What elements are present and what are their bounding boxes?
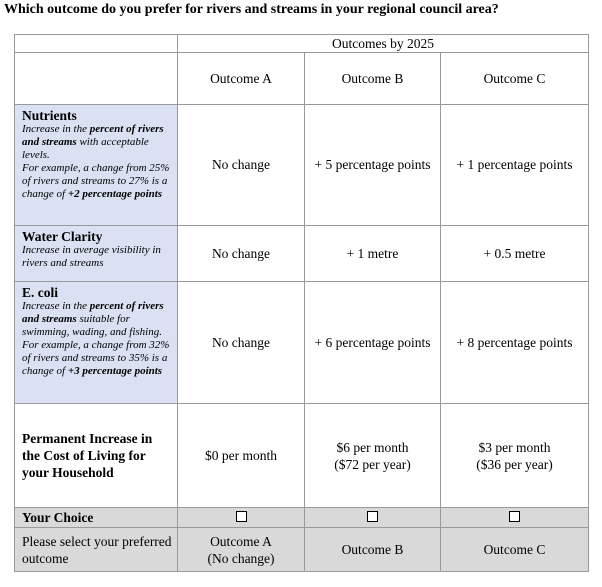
column-header-c: Outcome C	[441, 53, 589, 105]
value-cell: + 6 percentage points	[305, 282, 441, 404]
corner-cell-lower	[15, 53, 178, 105]
attribute-example: For example, a change from 25% of rivers and streams to 27% is a change of +2 percentage points	[22, 162, 170, 200]
your-choice-label: Your Choice	[15, 508, 178, 528]
checkbox-icon[interactable]	[509, 511, 520, 522]
cost-cell: $0 per month	[178, 404, 305, 508]
choice-table	[14, 34, 589, 572]
attribute-example: For example, a change from 32% of rivers and streams to 35% is a change of +3 percentage points	[22, 339, 170, 377]
checkbox-icon[interactable]	[236, 511, 247, 522]
attribute-description: Increase in average visibility in rivers and streams	[22, 244, 161, 269]
attribute-description: Increase in the percent of rivers and streams with acceptable levels.	[22, 123, 164, 161]
attribute-description: Increase in the percent of rivers and streams suitable for swimming, wading, and fishing.	[22, 300, 164, 338]
checkbox-icon[interactable]	[367, 511, 378, 522]
choice-option-a[interactable]: Outcome A (No change)	[178, 528, 305, 572]
value-cell: + 8 percentage points	[441, 282, 589, 404]
cost-label: Permanent Increase in the Cost of Living for your Household	[15, 404, 178, 508]
choice-checkbox-c[interactable]	[441, 508, 589, 528]
cost-cell: $6 per month ($72 per year)	[305, 404, 441, 508]
value-cell: + 5 percentage points	[305, 105, 441, 226]
attribute-label-water-clarity	[15, 226, 178, 282]
attribute-title: Nutrients	[22, 108, 77, 123]
column-header-b: Outcome B	[305, 53, 441, 105]
value-cell: No change	[178, 226, 305, 282]
attribute-label-e-coli	[15, 282, 178, 404]
choice-checkbox-a[interactable]	[178, 508, 305, 528]
choice-option-c[interactable]: Outcome C	[441, 528, 589, 572]
choice-option-b[interactable]: Outcome B	[305, 528, 441, 572]
value-cell: + 0.5 metre	[441, 226, 589, 282]
value-cell: No change	[178, 105, 305, 226]
cost-cell: $3 per month ($36 per year)	[441, 404, 589, 508]
question-title: Which outcome do you prefer for rivers and streams in your regional council area?	[4, 2, 499, 17]
column-header-a: Outcome A	[178, 53, 305, 105]
value-cell: + 1 percentage points	[441, 105, 589, 226]
attribute-title: Water Clarity	[22, 229, 103, 244]
value-cell: + 1 metre	[305, 226, 441, 282]
group-header: Outcomes by 2025	[178, 35, 589, 53]
attribute-title: E. coli	[22, 285, 58, 300]
choice-checkbox-b[interactable]	[305, 508, 441, 528]
attribute-label-nutrients	[15, 105, 178, 226]
select-prompt: Please select your preferred outcome	[15, 528, 178, 572]
value-cell: No change	[178, 282, 305, 404]
corner-cell	[15, 35, 178, 53]
